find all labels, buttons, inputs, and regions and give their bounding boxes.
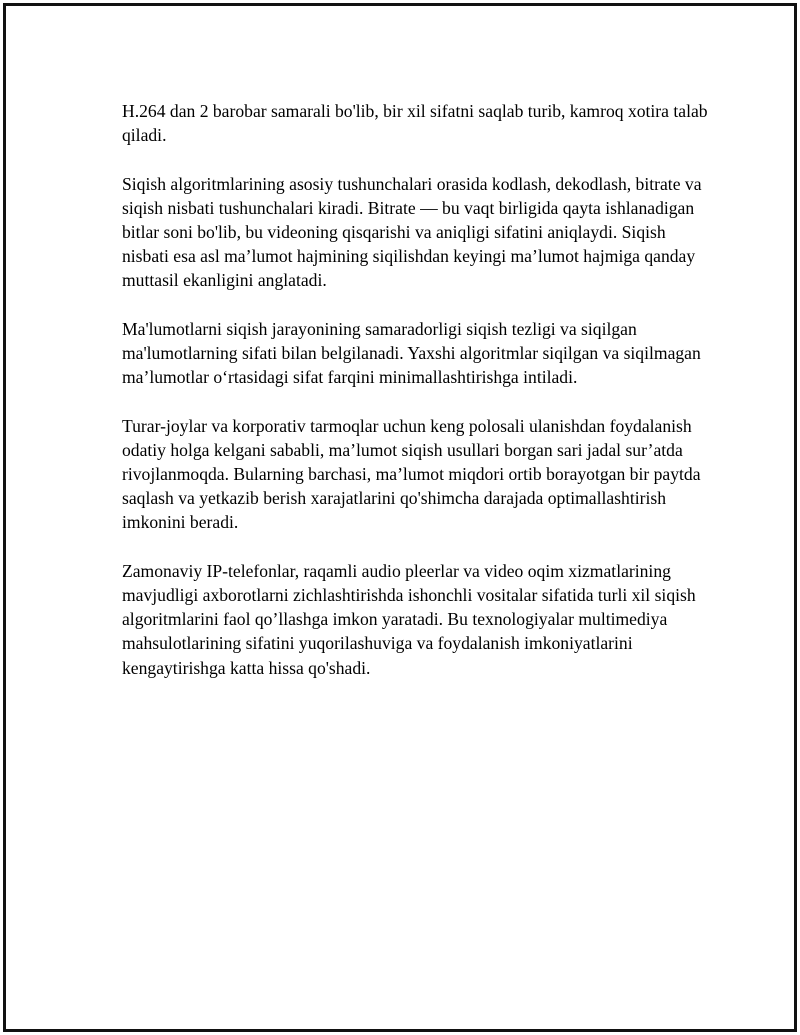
document-body <box>122 99 712 704</box>
paragraph: Zamonaviy IP-telefonlar, raqamli audio pleerlar va video oqim xizmatlarining mavjudligi axborotlarni zichlashtirishda ishonchli vositalar sifatida turli xil siqish algoritmlarini faol qo’llashga imkon yaratadi. Bu texnologiyalar multimediya mahsulotlarining sifatini yuqorilashuviga va foydalanish imkoniyatlarini kengaytirishga katta hissa qo'shadi. <box>122 560 696 678</box>
page-frame <box>3 3 797 1032</box>
paragraph: Siqish algoritmlarining asosiy tushunchalari orasida kodlash, dekodlash, bitrate va siqish nisbati tushunchalari kiradi. Bitrate — bu vaqt birligida qayta ishlanadigan bitlar soni bo'lib, bu videoning qisqarishi va aniqligi sifatini aniqlaydi. Siqish nisbati esa asl ma’lumot hajmining siqilishdan keyingi ma’lumot hajmiga qanday muttasil ekanligini anglatadi. <box>122 173 702 291</box>
paragraph: H.264 dan 2 barobar samarali bo'lib, bir xil sifatni saqlab turib, kamroq xotira talab qiladi. <box>122 101 708 146</box>
paragraph: Ma'lumotlarni siqish jarayonining samaradorligi siqish tezligi va siqilgan ma'lumotlarning sifati bilan belgilanadi. Yaxshi algoritmlar siqilgan va siqilmagan ma’lumotlar o‘rtasidagi sifat farqini minimallashtirishga intiladi. <box>122 318 701 388</box>
paragraph: Turar-joylar va korporativ tarmoqlar uchun keng polosali ulanishdan foydalanish odatiy holga kelgani sababli, ma’lumot siqish usullari borgan sari jadal sur’atda rivojlanmoqda. Bularning barchasi, ma’lumot miqdori ortib borayotgan bir paytda saqlash va yetkazib berish xarajatlarini qo'shimcha darajada optimallashtirish imkonini beradi. <box>122 415 701 533</box>
